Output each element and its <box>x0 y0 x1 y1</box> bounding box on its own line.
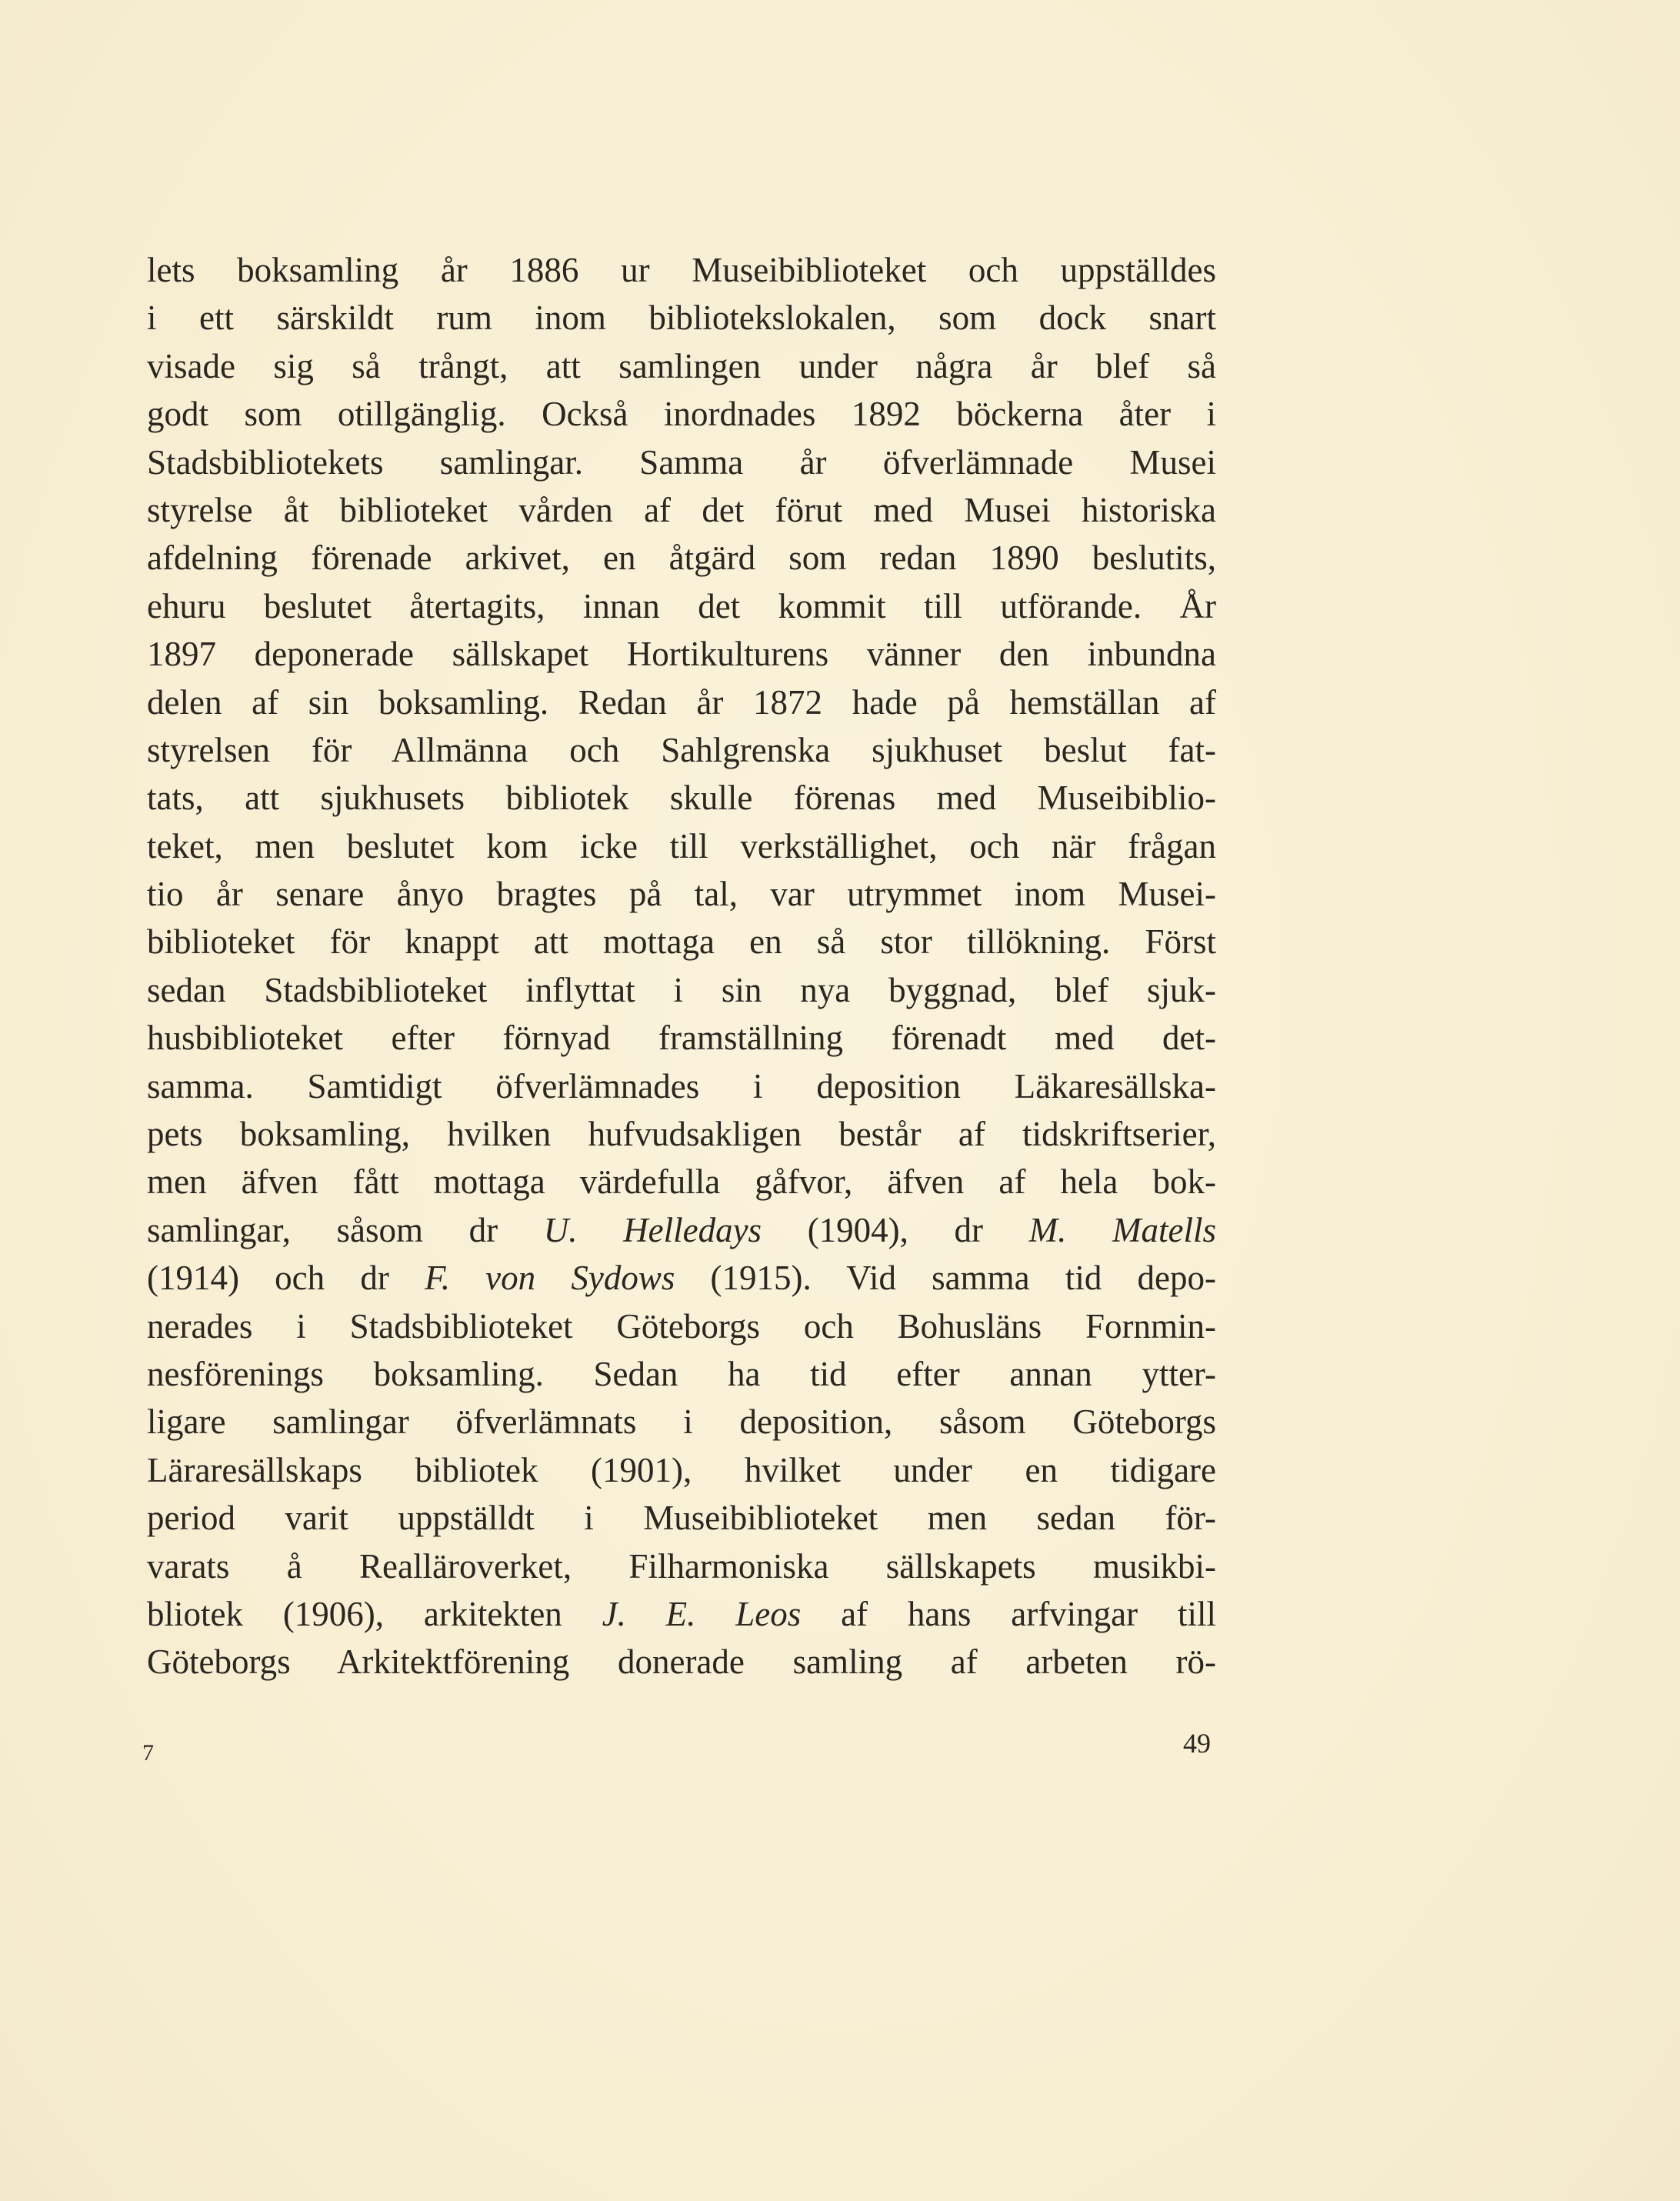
text-run: sedan Stadsbiblioteket inflyttat i sin nya byggnad, blef sjuk- <box>147 970 1216 1009</box>
text-line <box>147 1638 1216 1686</box>
italic-name: F. von Sydows <box>425 1259 675 1298</box>
text-line <box>147 582 1216 630</box>
text-run: visade sig så trångt, att samlingen under några år blef så <box>147 346 1216 385</box>
italic-name: J. E. Leos <box>602 1594 802 1633</box>
text-line <box>147 1206 1216 1254</box>
text-run: lets boksamling år 1886 ur Museibiblioteket och uppställdes <box>147 251 1216 289</box>
text-line <box>147 774 1216 822</box>
text-line <box>147 1494 1216 1542</box>
text-run: af hans arfvingar till <box>801 1594 1216 1633</box>
text-run: husbiblioteket efter förnyad framställning förenadt med det- <box>147 1019 1216 1058</box>
text-run: period varit uppställdt i Museibiblioteket men sedan för- <box>147 1499 1216 1538</box>
text-line <box>147 1014 1216 1062</box>
text-line <box>147 1302 1216 1350</box>
text-line <box>147 726 1216 774</box>
text-run: Göteborgs Arkitektförening donerade samling af arbeten rö- <box>147 1642 1216 1682</box>
text-run: (1915). Vid samma tid depo- <box>675 1259 1216 1298</box>
text-line <box>147 294 1216 342</box>
text-line <box>147 1350 1216 1398</box>
italic-name: M. Matells <box>1028 1210 1216 1249</box>
text-run: styrelse åt biblioteket vården af det förut med Musei historiska <box>147 490 1216 529</box>
text-run: samma. Samtidigt öfverlämnades i deposition Läkaresällska- <box>147 1066 1216 1106</box>
italic-name: U. Helledays <box>543 1210 762 1249</box>
body-text <box>147 246 1216 1686</box>
text-line <box>147 918 1216 965</box>
text-line <box>147 534 1216 582</box>
text-run: bliotek (1906), arkitekten <box>147 1594 602 1633</box>
text-run: men äfven fått mottaga värdefulla gåfvor, äfven af hela bok- <box>147 1162 1216 1202</box>
text-run: (1914) och dr <box>147 1259 425 1298</box>
text-run: 1897 deponerade sällskapet Hortikulturens vänner den inbundna <box>147 635 1216 674</box>
text-line <box>147 486 1216 534</box>
text-run: delen af sin boksamling. Redan år 1872 hade på hemställan af <box>147 682 1216 722</box>
text-line <box>147 822 1216 870</box>
text-line <box>147 679 1216 726</box>
text-line <box>147 966 1216 1014</box>
signature-mark: 7 <box>142 1740 154 1766</box>
text-line <box>147 1254 1216 1302</box>
text-run: nesförenings boksamling. Sedan ha tid efter annan ytter- <box>147 1354 1216 1393</box>
text-run: nerades i Stadsbiblioteket Göteborgs och Bohusläns Fornmin- <box>147 1306 1216 1346</box>
text-line <box>147 1110 1216 1158</box>
text-run: (1904), dr <box>762 1210 1029 1249</box>
text-run: Läraresällskaps bibliotek (1901), hvilket under en tidigare <box>147 1450 1216 1489</box>
text-run: godt som otillgänglig. Också inordnades 1892 böckerna åter i <box>147 395 1216 434</box>
text-line <box>147 1398 1216 1446</box>
text-run: pets boksamling, hvilken hufvudsakligen består af tidskriftserier, <box>147 1115 1216 1154</box>
text-run: biblioteket för knappt att mottaga en så stor tillökning. Först <box>147 922 1216 962</box>
text-run: ligare samlingar öfverlämnats i deposition, såsom Göteborgs <box>147 1402 1216 1442</box>
text-line <box>147 1158 1216 1206</box>
text-run: afdelning förenade arkivet, en åtgärd som redan 1890 beslutits, <box>147 539 1216 578</box>
text-line <box>147 1542 1216 1590</box>
text-run: Stadsbibliotekets samlingar. Samma år öfverlämnade Musei <box>147 442 1216 482</box>
text-line <box>147 870 1216 918</box>
text-run: samlingar, såsom dr <box>147 1210 544 1249</box>
text-line <box>147 246 1216 294</box>
text-line <box>147 630 1216 678</box>
text-line <box>147 1062 1216 1110</box>
text-run: tats, att sjukhusets bibliotek skulle förenas med Museibiblio- <box>147 779 1216 818</box>
text-run: i ett särskildt rum inom bibliotekslokalen, som dock snart <box>147 298 1216 338</box>
text-line <box>147 1590 1216 1638</box>
page-number: 49 <box>1183 1728 1211 1759</box>
text-run: ehuru beslutet återtagits, innan det kommit till utförande. År <box>147 586 1216 625</box>
text-run: teket, men beslutet kom icke till verkställighet, och när frågan <box>147 826 1216 865</box>
text-line <box>147 342 1216 390</box>
text-line <box>147 390 1216 438</box>
text-run: tio år senare ånyo bragtes på tal, var utrymmet inom Musei- <box>147 875 1216 914</box>
text-run: varats å Realläroverket, Filharmoniska sällskapets musikbi- <box>147 1546 1216 1586</box>
text-run: styrelsen för Allmänna och Sahlgrenska sjukhuset beslut fat- <box>147 730 1216 769</box>
text-line <box>147 1446 1216 1494</box>
text-line <box>147 439 1216 486</box>
